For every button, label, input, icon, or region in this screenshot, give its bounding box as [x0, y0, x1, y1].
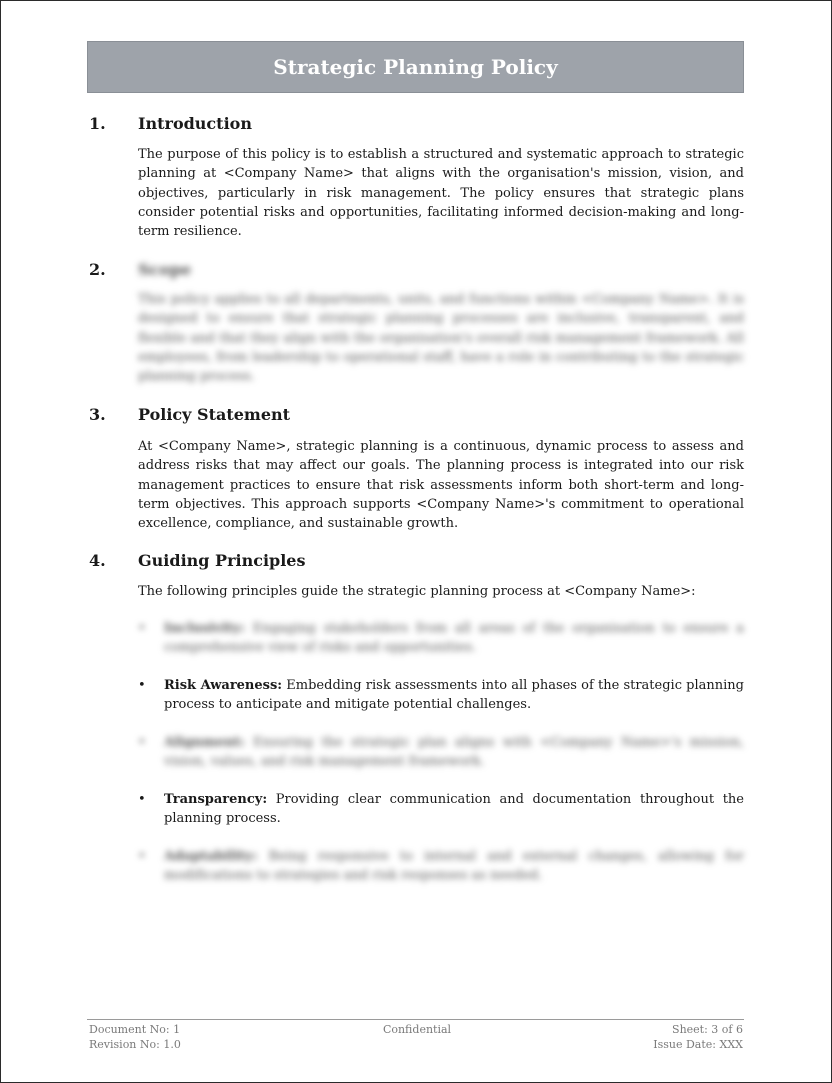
bullet-icon: • — [138, 621, 146, 636]
section-intro: The following principles guide the strategic planning process at <Company Name>: — [138, 584, 696, 599]
section-heading: Policy Statement — [138, 405, 291, 424]
bullet-icon: • — [138, 735, 146, 750]
classification-label: Confidential — [382, 1023, 452, 1036]
bullet-icon: • — [138, 792, 146, 807]
principle-term: Risk Awareness: — [164, 678, 283, 693]
principle-term: Transparency: — [164, 792, 268, 807]
section-heading: Guiding Principles — [138, 551, 306, 570]
section-number: 3. — [89, 405, 106, 424]
document-number: Document No: 1 — [89, 1023, 181, 1036]
section-number: 4. — [89, 551, 106, 570]
footer-right — [653, 1022, 743, 1052]
bullet-icon: • — [138, 678, 146, 693]
issue-date: Issue Date: XXX — [653, 1038, 743, 1051]
revision-number: Revision No: 1.0 — [89, 1038, 181, 1051]
list-item-text — [164, 619, 744, 658]
list-item-text — [164, 790, 744, 829]
principle-description: Ensuring the strategic plan aligns with <Company Name>'s mission, vision, values, and risk management framework. — [164, 735, 744, 770]
section-heading: Scope — [138, 260, 192, 279]
list-item-text — [164, 733, 744, 772]
principle-term: Alignment: — [164, 735, 245, 750]
document-title: Strategic Planning Policy — [273, 55, 558, 79]
list-item-text — [164, 847, 744, 886]
principle-description: Embedding risk assessments into all phases of the strategic planning process to anticipate and mitigate potential challenges. — [164, 678, 744, 713]
principle-description: Engaging stakeholders from all areas of the organisation to ensure a comprehensive view of risks and opportunities. — [164, 621, 744, 656]
sheet-number: Sheet: 3 of 6 — [672, 1023, 743, 1036]
list-item-text — [164, 676, 744, 715]
principle-term: Adaptability: — [164, 849, 258, 864]
principle-term: Inclusivity: — [164, 621, 245, 636]
bullet-icon: • — [138, 849, 146, 864]
principle-description: Being responsive to internal and external changes, allowing for modifications to strategies and risk responses as needed. — [164, 849, 744, 884]
section-number: 2. — [89, 260, 106, 279]
principle-description: Providing clear communication and documentation throughout the planning process. — [164, 792, 744, 827]
section-number: 1. — [89, 114, 106, 133]
section-body: The purpose of this policy is to establish a structured and systematic approach to strategic planning at <Company Name> that aligns with the organisation's mission, vision, and objectives, particularly in risk management. The policy ensures that strategic plans consider potential risks and opportunities, facilitating informed decision-making and long-term resilience. — [138, 147, 744, 240]
section-body: This policy applies to all departments, units, and functions within <Company Name>. It is designed to ensure that strategic planning processes are inclusive, transparent, and flexible and that they align with the organisation's overall risk management framework. All employees, from leadership to operational staff, have a role in contributing to the strategic planning process. — [138, 292, 744, 385]
title-banner — [87, 41, 744, 93]
section-heading: Introduction — [138, 114, 252, 133]
footer-divider — [87, 1019, 744, 1020]
section-body: At <Company Name>, strategic planning is a continuous, dynamic process to assess and address risks that may affect our goals. The planning process is integrated into our risk management practices to ensure that risk assessments inform both short-term and long-term objectives. This approach supports <Company Name>'s commitment to operational excellence, compliance, and sustainable growth. — [138, 439, 744, 532]
